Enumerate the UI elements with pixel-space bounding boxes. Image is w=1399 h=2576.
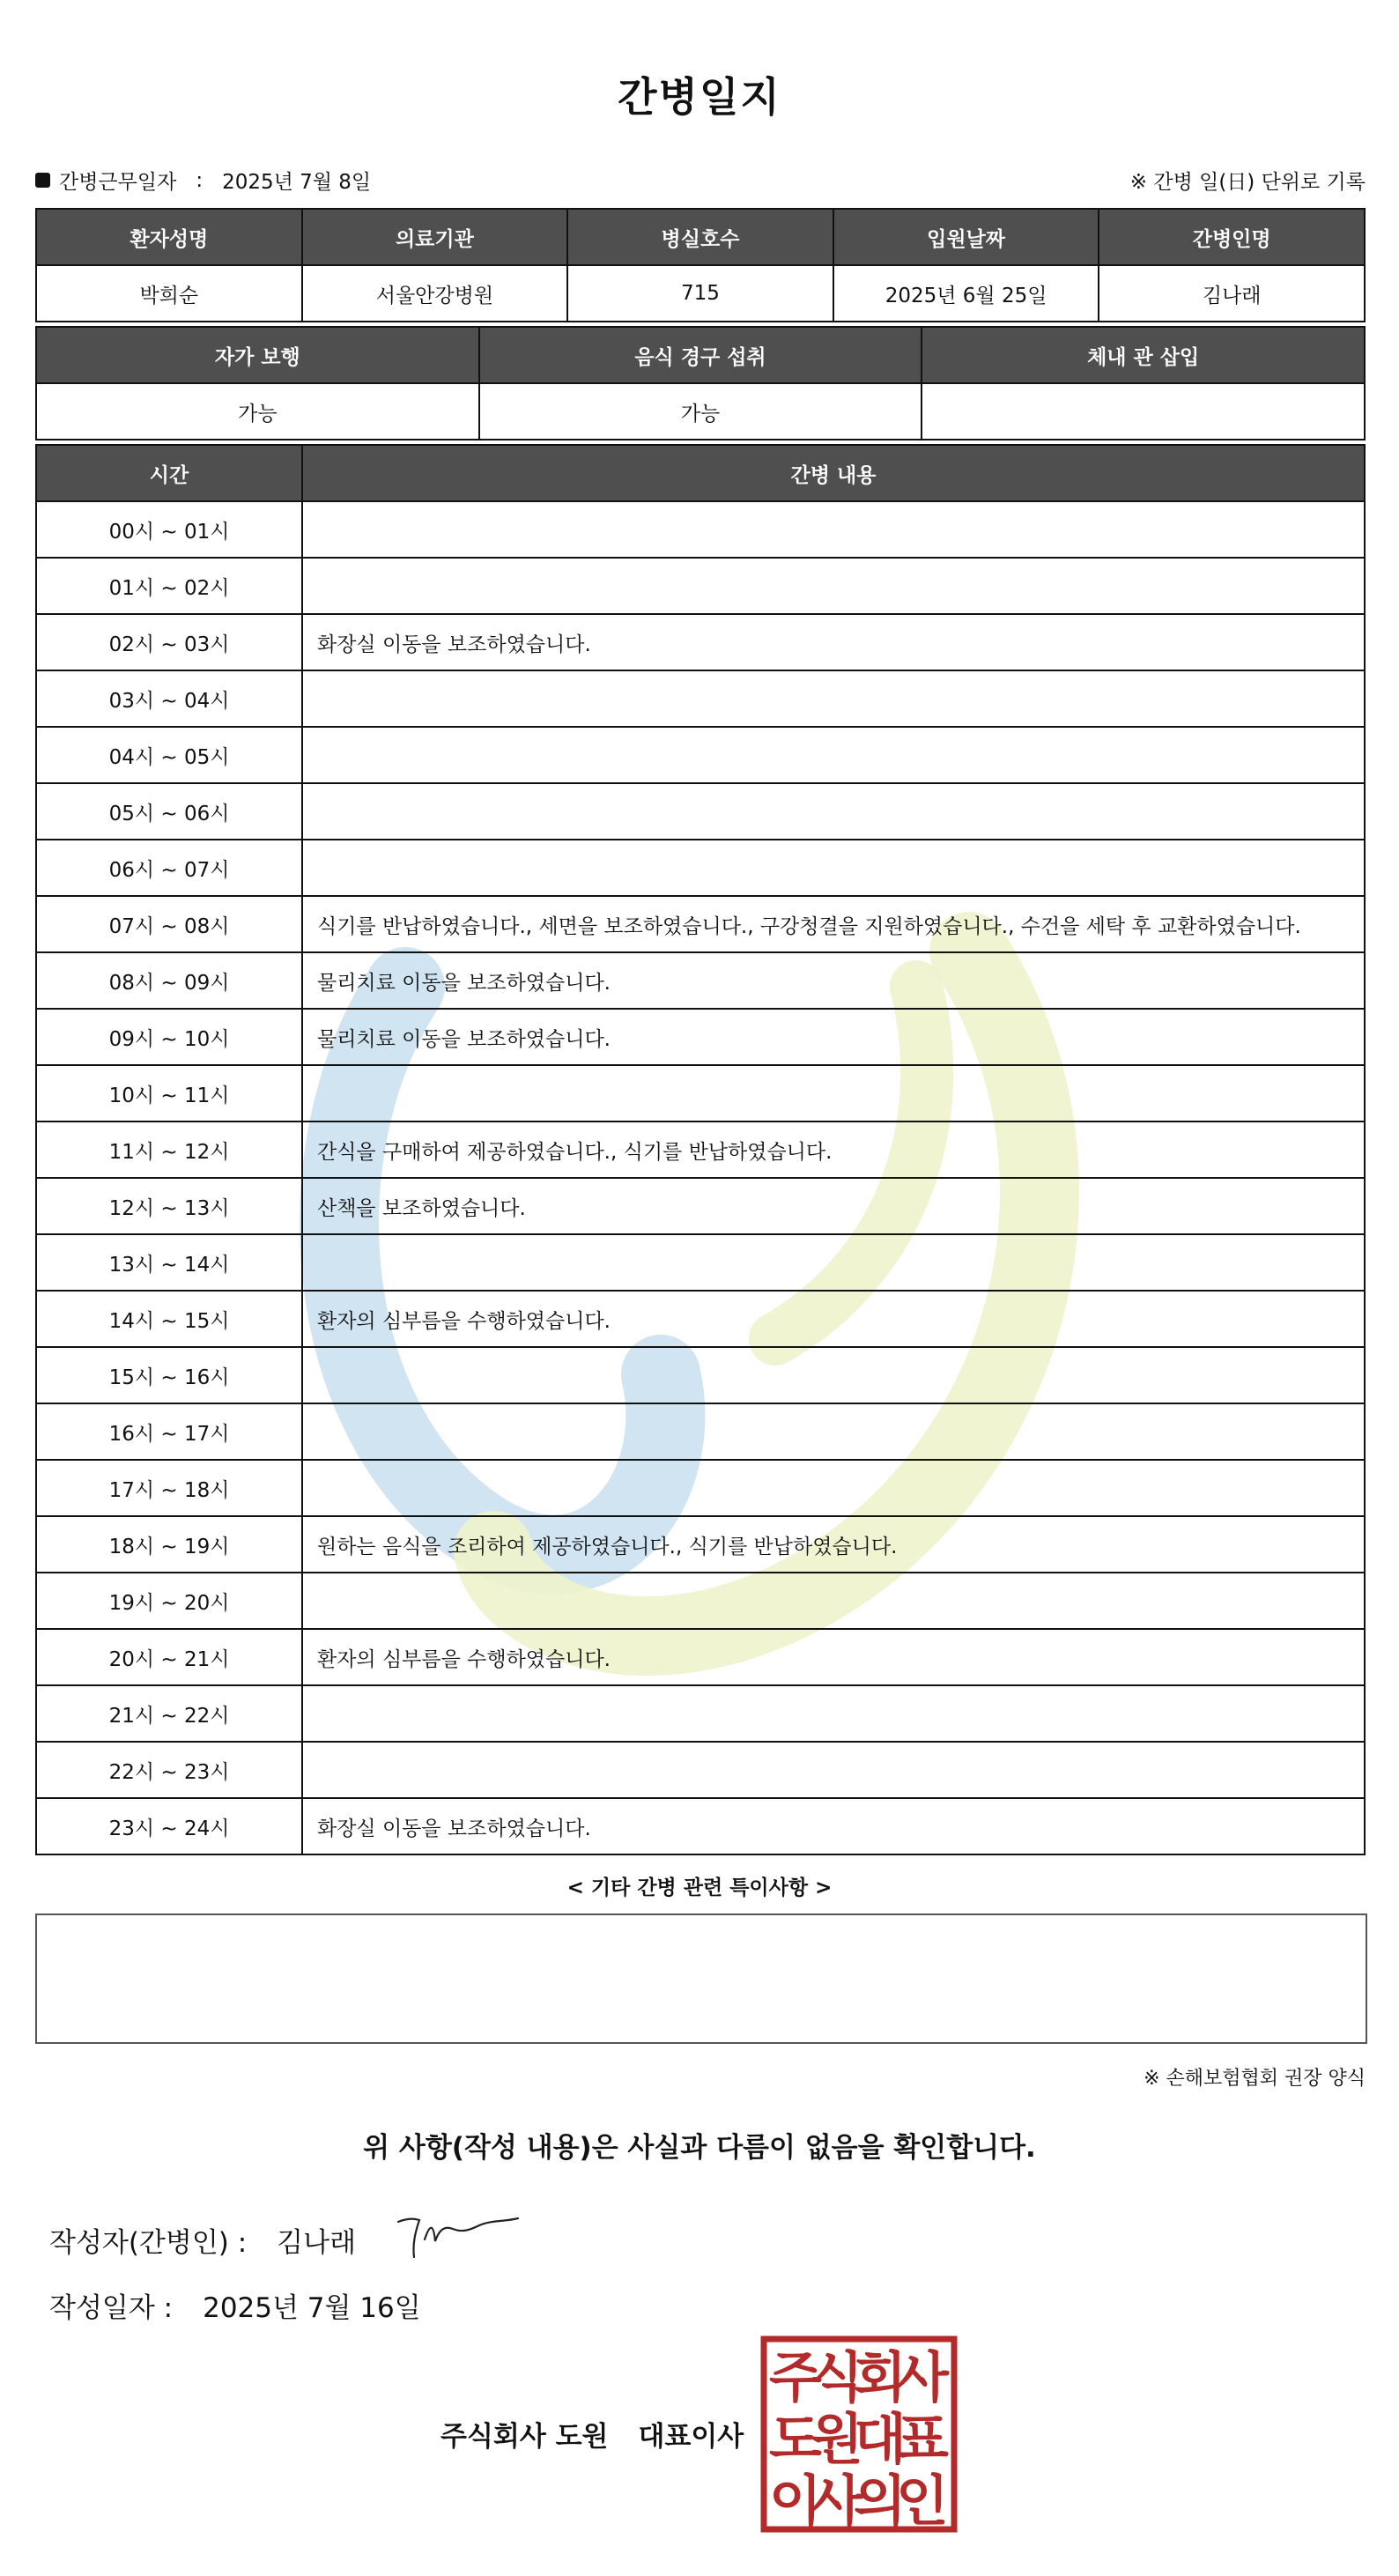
- admission-date: 2025년 6월 25일: [833, 265, 1099, 322]
- time-slot: 08시 ~ 09시: [36, 952, 302, 1009]
- table-row: [36, 783, 1365, 840]
- handwritten-signature: [395, 2213, 523, 2262]
- svg-text:인: 인: [896, 2469, 949, 2533]
- header-self-walking: 자가 보행: [36, 327, 479, 383]
- written-date-line: [49, 2285, 421, 2325]
- time-slot: 12시 ~ 13시: [36, 1178, 302, 1234]
- care-content: [302, 1065, 1365, 1121]
- care-content: 환자의 심부름을 수행하였습니다.: [302, 1629, 1365, 1685]
- svg-text:사: 사: [896, 2345, 949, 2409]
- patient-table: [35, 208, 1366, 322]
- table-row: [36, 1178, 1365, 1234]
- time-slot: 04시 ~ 05시: [36, 727, 302, 783]
- care-content: [302, 670, 1365, 727]
- svg-text:회: 회: [854, 2345, 907, 2409]
- svg-text:주: 주: [769, 2345, 822, 2409]
- writer-name: 김나래: [277, 2227, 357, 2259]
- table-row: [36, 1460, 1365, 1516]
- table-row: [36, 501, 1365, 558]
- time-slot: 20시 ~ 21시: [36, 1629, 302, 1685]
- work-date: [35, 166, 371, 195]
- time-slot: 23시 ~ 24시: [36, 1798, 302, 1854]
- table-row: [36, 952, 1365, 1009]
- care-content: 화장실 이동을 보조하였습니다.: [302, 1798, 1365, 1854]
- company-line: [440, 2414, 744, 2454]
- time-slot: 22시 ~ 23시: [36, 1742, 302, 1798]
- time-slot: 15시 ~ 16시: [36, 1347, 302, 1403]
- standard-form-note: ※ 손해보험협회 권장 양식: [1144, 2068, 1366, 2090]
- work-date-label: 간병근무일자: [59, 171, 177, 194]
- time-slot: 00시 ~ 01시: [36, 501, 302, 558]
- time-slot: 06시 ~ 07시: [36, 840, 302, 896]
- table-row: [36, 1516, 1365, 1573]
- header-oral-intake: 음식 경구 섭취: [479, 327, 922, 383]
- time-slot: 02시 ~ 03시: [36, 614, 302, 670]
- ceo-label: 대표이사: [638, 2421, 744, 2453]
- time-slot: 07시 ~ 08시: [36, 896, 302, 952]
- table-row: [36, 1685, 1365, 1742]
- care-content: [302, 727, 1365, 783]
- care-content: [302, 1234, 1365, 1291]
- page-title: 간병일지: [618, 73, 781, 121]
- table-row: [36, 1234, 1365, 1291]
- table-row: [36, 1347, 1365, 1403]
- care-content: [302, 1742, 1365, 1798]
- self-walking-value: 가능: [36, 383, 479, 440]
- notes-box: [35, 1913, 1367, 2044]
- svg-text:사: 사: [811, 2469, 863, 2533]
- care-content: 환자의 심부름을 수행하였습니다.: [302, 1291, 1365, 1347]
- table-row: [36, 1065, 1365, 1121]
- work-date-value: 2025년 7월 8일: [222, 171, 372, 194]
- care-content: [302, 783, 1365, 840]
- table-row: [36, 840, 1365, 896]
- time-slot: 03시 ~ 04시: [36, 670, 302, 727]
- table-row: [36, 1742, 1365, 1798]
- written-date-label: 작성일자 :: [49, 2292, 174, 2324]
- writer-label: 작성자(간병인) :: [49, 2227, 248, 2259]
- header-admission-date: 입원날짜: [833, 209, 1099, 265]
- header-caregiver-name: 간병인명: [1099, 209, 1365, 265]
- time-slot: 21시 ~ 22시: [36, 1685, 302, 1742]
- svg-text:도: 도: [769, 2407, 822, 2471]
- care-content: [302, 1573, 1365, 1629]
- company-seal-stamp: [759, 2335, 959, 2534]
- care-content: 원하는 음식을 조리하여 제공하였습니다., 식기를 반납하였습니다.: [302, 1516, 1365, 1573]
- confirmation-statement: 위 사항(작성 내용)은 사실과 다름이 없음을 확인합니다.: [363, 2132, 1036, 2164]
- time-slot: 05시 ~ 06시: [36, 783, 302, 840]
- care-content: 물리치료 이동을 보조하였습니다.: [302, 1009, 1365, 1065]
- care-log-table: [35, 444, 1366, 1855]
- care-content: 화장실 이동을 보조하였습니다.: [302, 614, 1365, 670]
- hospital-name: 서울안강병원: [302, 265, 568, 322]
- bullet-square-icon: [35, 173, 50, 188]
- table-row: [36, 558, 1365, 614]
- header-hospital: 의료기관: [302, 209, 568, 265]
- table-row: [36, 896, 1365, 952]
- table-row: [36, 1403, 1365, 1460]
- table-row: [36, 614, 1365, 670]
- header-tube-insertion: 체내 관 삽입: [922, 327, 1365, 383]
- table-row: [36, 1121, 1365, 1178]
- care-content: [302, 1460, 1365, 1516]
- table-row: [36, 1291, 1365, 1347]
- company-name: 주식회사 도원: [440, 2421, 609, 2453]
- time-slot: 13시 ~ 14시: [36, 1234, 302, 1291]
- written-date-value: 2025년 7월 16일: [203, 2292, 421, 2324]
- table-row: [36, 670, 1365, 727]
- table-row: [36, 1798, 1365, 1854]
- notes-title: < 기타 간병 관련 특이사항 >: [566, 1876, 833, 1899]
- svg-text:원: 원: [811, 2407, 863, 2471]
- time-slot: 19시 ~ 20시: [36, 1573, 302, 1629]
- care-content: [302, 1403, 1365, 1460]
- care-content: 산책을 보조하였습니다.: [302, 1178, 1365, 1234]
- care-content: 물리치료 이동을 보조하였습니다.: [302, 952, 1365, 1009]
- time-slot: 11시 ~ 12시: [36, 1121, 302, 1178]
- svg-text:의: 의: [854, 2469, 907, 2533]
- table-row: [36, 1629, 1365, 1685]
- care-content: [302, 1347, 1365, 1403]
- care-content: [302, 1685, 1365, 1742]
- care-content: [302, 501, 1365, 558]
- care-content: [302, 558, 1365, 614]
- record-unit-note: ※ 간병 일(日) 단위로 기록: [1129, 171, 1366, 194]
- svg-text:이: 이: [769, 2469, 822, 2533]
- time-slot: 18시 ~ 19시: [36, 1516, 302, 1573]
- time-slot: 17시 ~ 18시: [36, 1460, 302, 1516]
- svg-text:식: 식: [811, 2345, 863, 2409]
- time-slot: 01시 ~ 02시: [36, 558, 302, 614]
- svg-text:대: 대: [854, 2407, 907, 2471]
- time-slot: 16시 ~ 17시: [36, 1403, 302, 1460]
- header-patient-name: 환자성명: [36, 209, 302, 265]
- time-slot: 14시 ~ 15시: [36, 1291, 302, 1347]
- info-row: [35, 166, 1366, 196]
- header-time: 시간: [36, 445, 302, 501]
- room-number: 715: [567, 265, 833, 322]
- time-slot: 09시 ~ 10시: [36, 1009, 302, 1065]
- header-care-content: 간병 내용: [302, 445, 1365, 501]
- tube-insertion-value: [922, 383, 1365, 440]
- table-row: [36, 1009, 1365, 1065]
- table-row: [36, 727, 1365, 783]
- svg-text:표: 표: [896, 2407, 949, 2471]
- work-date-colon: :: [196, 168, 204, 192]
- care-log-body: [36, 501, 1365, 1854]
- header-room: 병실호수: [567, 209, 833, 265]
- writer-line: [49, 2220, 356, 2260]
- oral-intake-value: 가능: [479, 383, 922, 440]
- patient-name: 박희순: [36, 265, 302, 322]
- care-content: 간식을 구매하여 제공하였습니다., 식기를 반납하였습니다.: [302, 1121, 1365, 1178]
- time-slot: 10시 ~ 11시: [36, 1065, 302, 1121]
- status-table: [35, 326, 1366, 440]
- care-content: 식기를 반납하였습니다., 세면을 보조하였습니다., 구강청결을 지원하였습니다., 수건을 세탁 후 교환하였습니다.: [302, 896, 1365, 952]
- table-row: [36, 1573, 1365, 1629]
- caregiver-name: 김나래: [1099, 265, 1365, 322]
- care-content: [302, 840, 1365, 896]
